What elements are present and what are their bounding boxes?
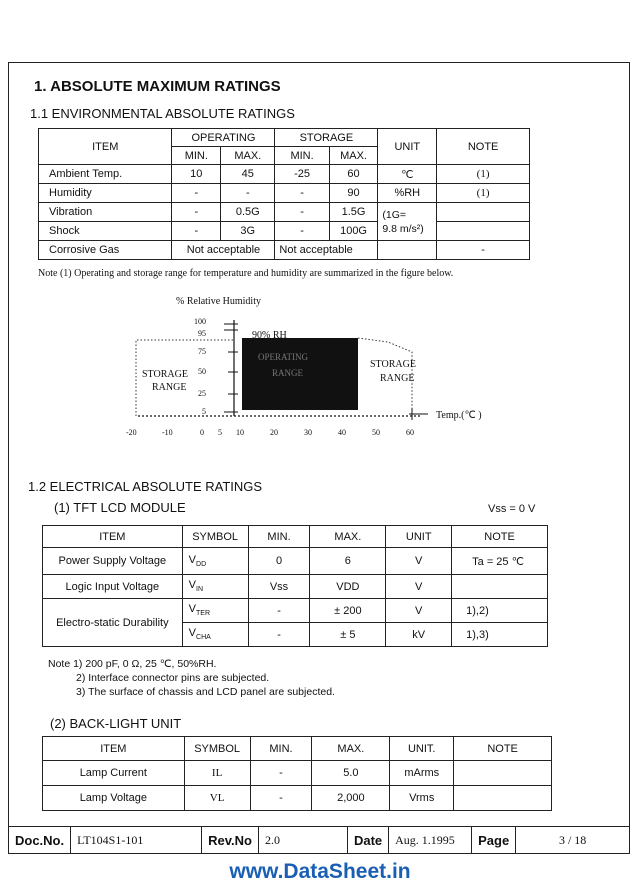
cell: 100G xyxy=(329,222,378,241)
env-ratings-table xyxy=(38,128,530,260)
note-line: 2) Interface connector pins are subjected. xyxy=(76,672,270,684)
header-unit: UNIT xyxy=(386,526,452,548)
tft-ratings-table xyxy=(42,525,548,647)
y-tick-label: 25 xyxy=(198,389,206,398)
cell: - xyxy=(172,203,221,222)
header-min: MIN. xyxy=(250,737,312,761)
electrical-notes xyxy=(48,657,335,699)
cell: VL xyxy=(184,786,250,811)
note-line: Note 1) 200 pF, 0 Ω, 25 ℃, 50%RH. xyxy=(48,658,217,670)
cell: VDD xyxy=(310,575,386,599)
row-item: Vibration xyxy=(39,203,172,222)
cell: V xyxy=(386,599,452,623)
x-tick-label: 20 xyxy=(270,428,278,437)
g-unit-cell xyxy=(378,203,437,241)
header-note: NOTE xyxy=(454,737,552,761)
table-row xyxy=(43,599,548,623)
x-tick-label: -20 xyxy=(126,428,137,437)
x-axis-label: Temp.(℃ ) xyxy=(436,410,482,421)
cell: - xyxy=(221,184,275,203)
row-item: Lamp Voltage xyxy=(43,786,185,811)
tft-module-title: (1) TFT LCD MODULE xyxy=(54,500,186,515)
header-storage: STORAGE xyxy=(275,129,378,147)
cell: - xyxy=(275,222,329,241)
cell: 90 xyxy=(329,184,378,203)
table-row xyxy=(39,203,530,222)
storage-label-left: STORAGE xyxy=(142,369,188,380)
cell: 45 xyxy=(221,165,275,184)
header-max: MAX. xyxy=(312,737,390,761)
cell: 2,000 xyxy=(312,786,390,811)
x-tick-label: 0 xyxy=(200,428,204,437)
g-unit-line: (1G= xyxy=(382,208,406,221)
header-min: MIN. xyxy=(275,147,329,165)
cell xyxy=(437,222,530,241)
subsection-title-electrical: 1.2 ELECTRICAL ABSOLUTE RATINGS xyxy=(28,479,263,494)
cell: 0.5G xyxy=(221,203,275,222)
table-row xyxy=(43,575,548,599)
cell: ℃ xyxy=(378,165,437,184)
cell: - xyxy=(248,599,310,623)
subsection-title-env: 1.1 ENVIRONMENTAL ABSOLUTE RATINGS xyxy=(30,106,295,121)
date-label: Date xyxy=(348,827,389,853)
header-operating: OPERATING xyxy=(172,129,275,147)
symbol: V xyxy=(188,627,197,640)
y-tick-labels xyxy=(180,316,206,339)
cell: %RH xyxy=(378,184,437,203)
cell: 3G xyxy=(221,222,275,241)
operating-label: RANGE xyxy=(272,368,303,378)
header-note: NOTE xyxy=(437,129,530,165)
y-tick-label: 5 xyxy=(202,407,206,416)
header-note: NOTE xyxy=(452,526,548,548)
header-max: MAX. xyxy=(310,526,386,548)
symbol: V xyxy=(188,553,197,566)
cell xyxy=(378,241,437,260)
cell: - xyxy=(172,184,221,203)
table-row xyxy=(43,786,552,811)
backlight-ratings-table xyxy=(42,736,552,811)
figure-ylabel: % Relative Humidity xyxy=(176,296,261,307)
cell: 1.5G xyxy=(329,203,378,222)
x-tick-label: 60 xyxy=(406,428,414,437)
header-min: MIN. xyxy=(172,147,221,165)
rh-label: 90% RH xyxy=(252,330,287,341)
row-item: Corrosive Gas xyxy=(39,241,172,260)
symbol-cell xyxy=(182,623,248,647)
row-item: Logic Input Voltage xyxy=(43,575,183,599)
cell: 10 xyxy=(172,165,221,184)
cell: - xyxy=(172,222,221,241)
x-tick-label: 30 xyxy=(304,428,312,437)
operating-label: OPERATING xyxy=(258,352,309,362)
cell: - xyxy=(250,761,312,786)
x-tick-label: 5 xyxy=(218,428,222,437)
cell: mArms xyxy=(390,761,454,786)
cell: (1) xyxy=(437,165,530,184)
cell xyxy=(452,575,548,599)
rev-no-label: Rev.No xyxy=(202,827,259,853)
backlight-title: (2) BACK-LIGHT UNIT xyxy=(50,716,182,731)
row-item: Lamp Current xyxy=(43,761,185,786)
header-item: ITEM xyxy=(43,526,183,548)
table-row xyxy=(39,184,530,203)
cell: ± 5 xyxy=(310,623,386,647)
doc-no-value: LT104S1-101 xyxy=(71,827,202,853)
x-tick-label: 50 xyxy=(372,428,380,437)
header-max: MAX. xyxy=(221,147,275,165)
symbol-sub: CHA xyxy=(196,634,211,642)
symbol-sub: IN xyxy=(196,586,204,594)
rev-no-value: 2.0 xyxy=(259,827,348,853)
storage-label-left: RANGE xyxy=(152,382,187,393)
cell: 0 xyxy=(248,548,310,575)
cell: Not acceptable xyxy=(172,241,275,260)
cell xyxy=(454,761,552,786)
table-row xyxy=(39,241,530,260)
symbol-cell xyxy=(182,548,248,575)
header-min: MIN. xyxy=(248,526,310,548)
storage-label-right: RANGE xyxy=(380,373,415,384)
header-max: MAX. xyxy=(329,147,378,165)
header-symbol: SYMBOL xyxy=(182,526,248,548)
table-row xyxy=(39,165,530,184)
watermark-link[interactable]: www.DataSheet.in xyxy=(229,860,411,883)
storage-label-right: STORAGE xyxy=(370,359,416,370)
x-tick-label: 40 xyxy=(338,428,346,437)
symbol: V xyxy=(188,579,197,592)
x-tick-label: 10 xyxy=(236,428,244,437)
cell: kV xyxy=(386,623,452,647)
cell: Ta = 25 ℃ xyxy=(452,548,548,575)
page-label: Page xyxy=(472,827,516,853)
row-item: Power Supply Voltage xyxy=(43,548,183,575)
cell xyxy=(437,203,530,222)
cell: V xyxy=(386,575,452,599)
x-tick-label: -10 xyxy=(162,428,173,437)
table-row xyxy=(43,761,552,786)
y-tick-label: 75 xyxy=(198,347,206,356)
page-value: 3 / 18 xyxy=(558,832,587,847)
document-footer xyxy=(8,826,630,854)
cell: 6 xyxy=(310,548,386,575)
symbol-cell xyxy=(182,575,248,599)
cell: -25 xyxy=(275,165,329,184)
symbol-sub: DD xyxy=(196,561,207,569)
table-row xyxy=(39,222,530,241)
cell: 60 xyxy=(329,165,378,184)
section-title: 1. ABSOLUTE MAXIMUM RATINGS xyxy=(34,78,281,95)
cell xyxy=(454,786,552,811)
g-unit-line: 9.8 m/s²) xyxy=(382,222,424,235)
symbol: V xyxy=(188,603,197,616)
row-item: Ambient Temp. xyxy=(39,165,172,184)
header-unit: UNIT. xyxy=(390,737,454,761)
symbol-cell xyxy=(182,599,248,623)
row-item: Electro-static Durability xyxy=(43,599,183,647)
date-value: Aug. 1.1995 xyxy=(389,827,472,853)
header-symbol: SYMBOL xyxy=(184,737,250,761)
cell: 1),3) xyxy=(452,623,548,647)
cell: Vss xyxy=(248,575,310,599)
cell: - xyxy=(437,241,530,260)
cell: ± 200 xyxy=(310,599,386,623)
row-item: Humidity xyxy=(39,184,172,203)
cell: IL xyxy=(184,761,250,786)
cell: (1) xyxy=(437,184,530,203)
header-unit: UNIT xyxy=(378,129,437,165)
cell: V xyxy=(386,548,452,575)
row-item: Shock xyxy=(39,222,172,241)
cell: - xyxy=(248,623,310,647)
cell: 1),2) xyxy=(452,599,548,623)
cell: - xyxy=(275,184,329,203)
doc-no-label: Doc.No. xyxy=(9,827,71,853)
env-note: Note (1) Operating and storage range for temperature and humidity are summarized in the figure below. xyxy=(38,268,454,279)
vss-label: Vss = 0 V xyxy=(488,503,536,515)
header-item: ITEM xyxy=(39,129,172,165)
header-item: ITEM xyxy=(43,737,185,761)
cell: 5.0 xyxy=(312,761,390,786)
cell: Vrms xyxy=(390,786,454,811)
y-tick-label: 100 xyxy=(194,317,206,326)
cell: Not acceptable xyxy=(275,241,378,260)
note-line: 3) The surface of chassis and LCD panel are subjected. xyxy=(76,686,335,698)
y-tick-label: 95 xyxy=(198,328,206,338)
table-row xyxy=(43,548,548,575)
symbol-sub: TER xyxy=(196,610,211,618)
cell: - xyxy=(250,786,312,811)
y-tick-label: 50 xyxy=(198,367,206,376)
cell: - xyxy=(275,203,329,222)
